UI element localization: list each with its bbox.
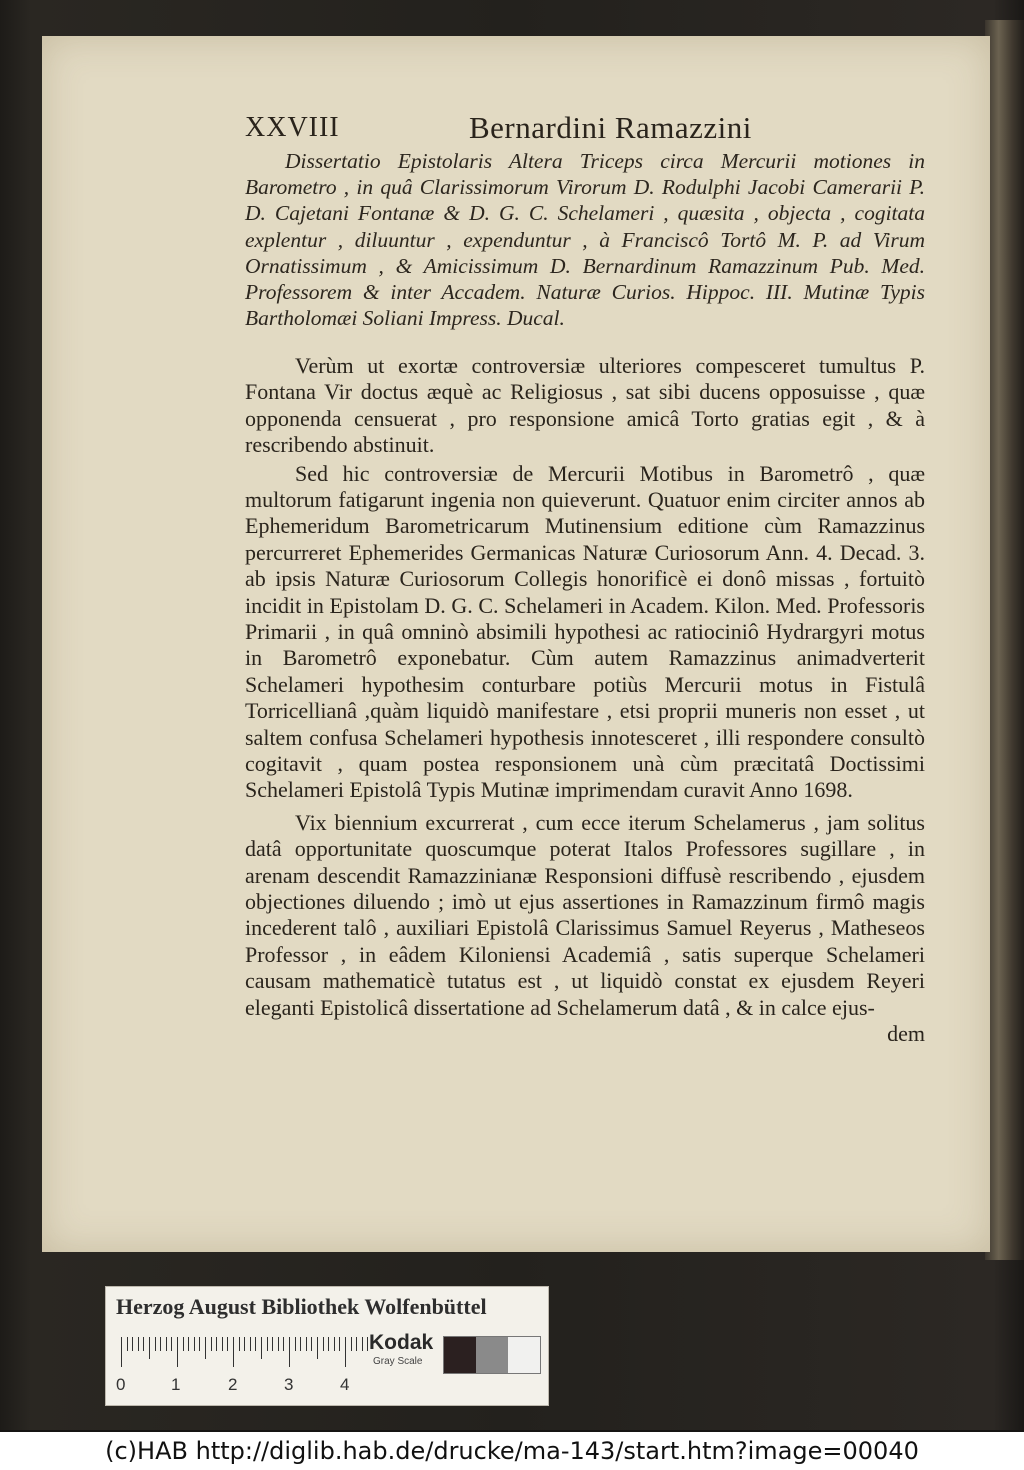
ruler-tick <box>351 1337 352 1351</box>
ruler-tick <box>306 1337 307 1351</box>
ruler-number: 0 <box>116 1375 126 1394</box>
ruler-tick <box>233 1337 234 1367</box>
paragraph: Sed hic controversiæ de Mercurii Motibus in Barometrô , quæ multorum fatigarunt ingenia non quieverunt. Quatuor enim circiter annos ab Ephemeridum Barometricarum Mutinensium editione cùm Ramazzinus percurreret Ephemerides Germanicas Naturæ Curiosorum Ann. 4. Decad. 3. ab ipsis Naturæ Curiosorum Collegis honorificè ei donô missas , fortuitò incidit in Epistolam D. G. C. Schelameri in Academ. Kilon. Med. Professoris Primarii , in quâ omninò absimili hypothesi ac ratiociniô Hydrargyri motus in Barometrô exponebatur. Cùm autem Ramazzinus animadverterit Schelameri hypothesim conturbare potiùs Mercurii motus in Fistulâ Torricellianâ ,quàm liquidò manifestare , etsi proprii muneris non esset , ut saltem confusa Schelameri hypothesis innotesceret , illi respondere consultò cogitavit , quam postea responsionem unà cùm præcitatâ Doctissimi Schelameri Epistolâ Typis Mutinæ imprimendam curavit Anno 1698. <box>245 460 925 803</box>
ruler-tick <box>345 1337 346 1367</box>
ruler-tick <box>356 1337 357 1351</box>
ruler-tick <box>155 1337 156 1351</box>
ruler-number: 3 <box>284 1375 294 1394</box>
ruler-tick <box>171 1337 172 1351</box>
gray-scale-label: Gray Scale <box>373 1356 423 1367</box>
ruler-tick <box>300 1337 301 1351</box>
book-edge <box>985 20 1024 1260</box>
ruler-tick <box>272 1337 273 1351</box>
ruler-number: 4 <box>340 1375 350 1394</box>
gray-scale-patches <box>443 1336 541 1374</box>
ruler-tick <box>149 1337 150 1359</box>
page-header <box>245 106 925 146</box>
ruler-tick <box>211 1337 212 1351</box>
ruler-tick <box>244 1337 245 1351</box>
ruler-tick <box>250 1337 251 1351</box>
gray-patch <box>476 1337 508 1373</box>
ruler-tick <box>160 1337 161 1351</box>
ruler-tick <box>334 1337 335 1351</box>
ruler-tick <box>177 1337 178 1367</box>
ruler-tick <box>132 1337 133 1351</box>
ruler-tick <box>199 1337 200 1351</box>
gray-patch <box>444 1337 476 1373</box>
book-page <box>42 36 990 1252</box>
ruler-tick <box>362 1337 363 1351</box>
gray-patch <box>508 1337 540 1373</box>
bibliographic-entry: Dissertatio Epistolaris Altera Triceps circa Mercurii motiones in Barometro , in quâ Clarissimorum Virorum D. Rodulphi Jacobi Camerarii P. D. Cajetani Fontanæ & D. G. C. Schelameri , quæsita , objecta , cogitata explentur , diluuntur , expenduntur , à Franciscô Tortô M. P. ad Virum Ornatissimum , & Amicissimum D. Bernardinum Ramazzinum Pub. Med. Professorem & inter Accadem. Naturæ Curios. Hippoc. III. Mutinæ Typis Bartholomæi Soliani Impress. Ducal. <box>245 149 925 331</box>
ruler-tick <box>138 1337 139 1351</box>
ruler-tick <box>166 1337 167 1351</box>
ruler-number: 2 <box>228 1375 238 1394</box>
ruler-tick <box>183 1337 184 1351</box>
paragraph: Vix biennium excurrerat , cum ecce iterum Schelamerus , jam solitus datâ opportunitate quoscumque poterat Italos Professores sugillare , in arenam descendit Ramazzinianæ Responsioni diffusè rescribendo , ejusdem objectiones diluendo ; imò ut ejus assertiones in Ramazzinum firmô magis incederent talô , auxiliari Epistolâ Clarissimus Samuel Reyerus , Matheseos Professor , in eâdem Kiloniensi Academiâ , satis superque Schelameri causam mathematicè tutatus est , ut liquidò constat ex ejusdem Reyeri eleganti Epistolicâ dissertatione ad Schelamerum datâ , & in calce ejus- <box>245 809 925 1020</box>
ruler-tick <box>255 1337 256 1351</box>
ruler-tick <box>216 1337 217 1351</box>
ruler-tick <box>261 1337 262 1359</box>
ruler-tick <box>317 1337 318 1359</box>
page-text-block <box>245 106 925 1047</box>
ruler-tick <box>328 1337 329 1351</box>
ruler-tick <box>188 1337 189 1351</box>
library-name: Herzog August Bibliothek Wolfenbüttel <box>116 1294 487 1319</box>
ruler-tick <box>239 1337 240 1351</box>
ruler-tick <box>278 1337 279 1351</box>
ruler-tick <box>143 1337 144 1351</box>
ruler-tick <box>339 1337 340 1351</box>
color-calibration-card <box>105 1286 549 1406</box>
ruler-tick <box>289 1337 290 1367</box>
running-title: Bernardini Ramazzini <box>469 110 752 145</box>
folio-number: XXVIII <box>245 112 340 143</box>
ruler-tick <box>121 1337 122 1367</box>
ruler-tick <box>227 1337 228 1351</box>
ruler-tick <box>205 1337 206 1359</box>
ruler-tick <box>267 1337 268 1351</box>
ruler-tick <box>283 1337 284 1351</box>
copyright-caption: (c)HAB http://diglib.hab.de/drucke/ma-143/start.htm?image=00040 <box>0 1432 1024 1470</box>
kodak-logo: Kodak <box>369 1331 434 1354</box>
ruler-tick <box>194 1337 195 1351</box>
catchword: dem <box>887 1021 925 1047</box>
ruler-number: 1 <box>171 1375 181 1394</box>
ruler-tick <box>311 1337 312 1351</box>
paragraph: Verùm ut exortæ controversiæ ulteriores compesceret tumultus P. Fontana Vir doctus æquè ac Religiosus , sat sibi ducens opposuisse , quæ opponenda censuerat , pro responsione amicâ Torto gratias egit , & à rescribendo abstinuit. <box>245 352 925 458</box>
ruler-tick <box>127 1337 128 1351</box>
ruler-tick <box>222 1337 223 1351</box>
measurement-ruler <box>116 1337 356 1394</box>
ruler-tick <box>323 1337 324 1351</box>
ruler-tick <box>295 1337 296 1351</box>
